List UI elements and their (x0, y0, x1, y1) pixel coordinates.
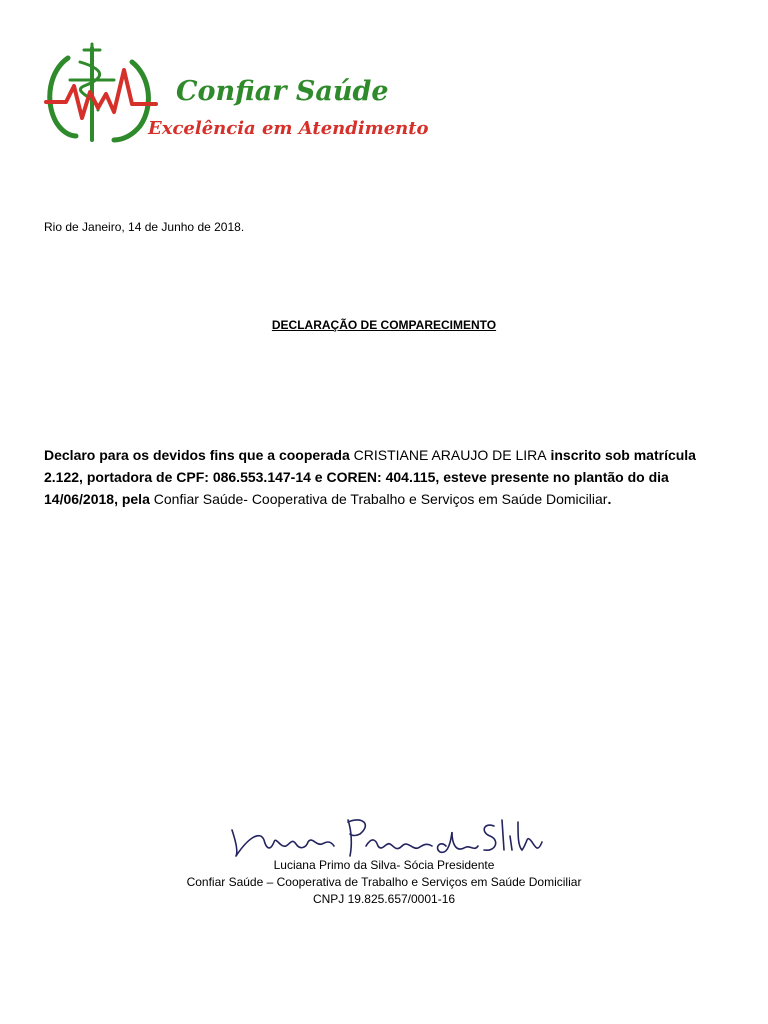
handwritten-signature (226, 812, 546, 862)
company-reference: Confiar Saúde- Cooperativa de Trabalho e Serviços em Saúde Domiciliar (153, 491, 608, 507)
caduceus-heartbeat-icon (40, 40, 160, 150)
cooperated-name: CRISTIANE ARAUJO DE LIRA (353, 447, 547, 463)
signer-line: Luciana Primo da Silva- Sócia Presidente (273, 858, 495, 872)
body-text-part: . (607, 491, 612, 507)
body-text-part: inscrito sob matrícula 2.122, portadora de CPF: 086.553.147-14 e COREN: 404.115, esteve presente no plantão do dia 14/06/2018, pela (44, 447, 696, 507)
body-text-part: Declaro para os devidos fins que a cooperada (44, 447, 354, 463)
company-name: Confiar Saúde (176, 76, 389, 107)
company-tagline: Excelência em Atendimento (148, 118, 429, 139)
document-title: DECLARAÇÃO DE COMPARECIMENTO (271, 318, 497, 332)
letterhead-logo (40, 40, 429, 160)
footer-cnpj: CNPJ 19.825.657/0001-16 (312, 892, 456, 906)
date-line: Rio de Janeiro, 14 de Junho de 2018. (44, 220, 245, 234)
declaration-paragraph (44, 444, 724, 510)
footer-company: Confiar Saúde – Cooperativa de Trabalho e Serviços em Saúde Domiciliar (186, 875, 582, 889)
signature-footer (0, 857, 768, 908)
